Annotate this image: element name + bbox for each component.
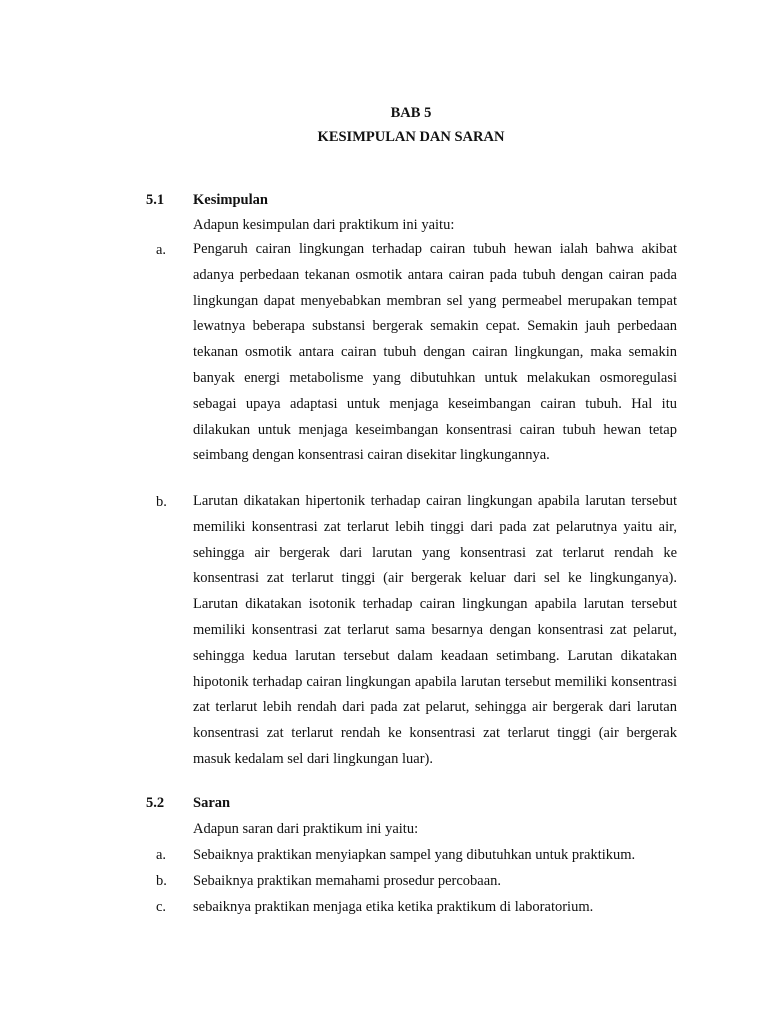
chapter-number: BAB 5 [390, 105, 432, 121]
section-title-kesimpulan: Kesimpulan [193, 192, 268, 208]
section-title-saran: Saran [193, 795, 231, 811]
section-number-kesimpulan: 5.1 [146, 192, 165, 208]
saran-item-a: Sebaiknya praktikan menyiapkan sampel yang dibutuhkan untuk praktikum. [193, 847, 636, 863]
chapter-title: KESIMPULAN DAN SARAN [317, 129, 505, 145]
list-marker: c. [156, 899, 167, 915]
saran-item-c: sebaiknya praktikan menjaga etika ketika praktikum di laboratorium. [193, 899, 594, 915]
kesimpulan-item-b: Larutan dikatakan hipertonik terhadap cairan lingkungan apabila larutan tersebut memiliki konsentrasi zat terlarut lebih tinggi dari pada zat pelarutnya yaitu air, sehingga air bergerak dari larutan yang konsentrasi zat terlarut rendah ke konsentrasi zat terlarut tinggi (air bergerak keluar dari sel ke lingkunganya). Larutan dikatakan isotonik terhadap cairan lingkungan apabila larutan tersebut memiliki konsentrasi zat terlarut sama besarnya dengan konsentrasi zat pelarut, sehingga kedua larutan tersebut dalam keadaan setimbang. Larutan dikatakan hipotonik terhadap cairan lingkungan apabila larutan tersebut memiliki konsentrasi zat terlarut lebih rendah dari pada zat pelarut, sehingga air bergerak dari larutan konsentrasi zat terlarut rendah ke konsentrasi zat terlarut tinggi (air bergerak masuk kedalam sel dari lingkungan luar). [193, 493, 677, 767]
kesimpulan-intro: Adapun kesimpulan dari praktikum ini yaitu: [193, 217, 455, 233]
list-marker: a. [156, 242, 167, 258]
list-marker: a. [156, 847, 167, 863]
list-marker: b. [156, 494, 167, 510]
saran-intro: Adapun saran dari praktikum ini yaitu: [193, 821, 419, 837]
saran-item-b: Sebaiknya praktikan memahami prosedur percobaan. [193, 873, 502, 889]
list-marker: b. [156, 873, 167, 889]
section-number-saran: 5.2 [146, 795, 165, 811]
kesimpulan-item-a: Pengaruh cairan lingkungan terhadap cairan tubuh hewan ialah bahwa akibat adanya perbedaan tekanan osmotik antara cairan pada tubuh dengan cairan pada lingkungan dapat menyebabkan membran sel yang permeabel merupakan tempat lewatnya beberapa substansi bergerak semakin cepat. Semakin jauh perbedaan tekanan osmotik antara cairan tubuh dengan cairan lingkungan, maka semakin banyak energi metabolisme yang dibutuhkan untuk melakukan osmoregulasi sebagai upaya adaptasi untuk menjaga keseimbangan cairan tubuh. Hal itu dilakukan untuk menjaga keseimbangan konsentrasi cairan tubuh hewan tetap seimbang dengan konsentrasi cairan disekitar lingkungannya. [193, 241, 677, 464]
